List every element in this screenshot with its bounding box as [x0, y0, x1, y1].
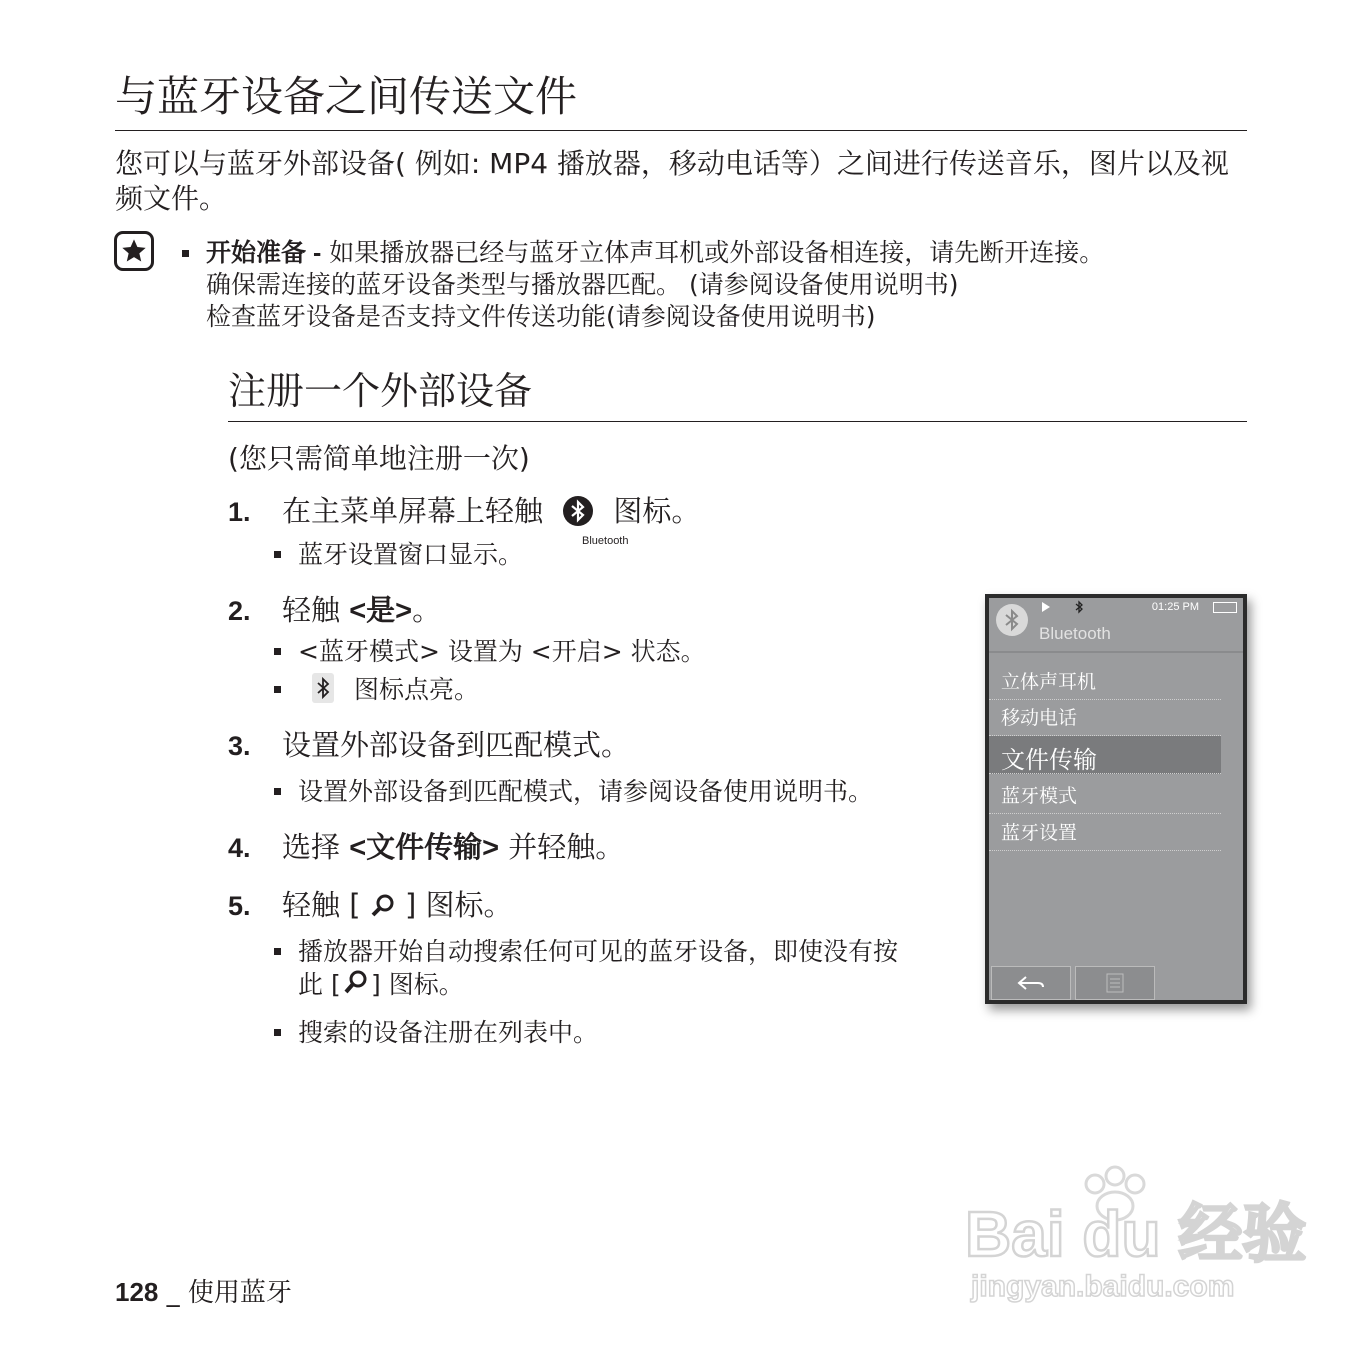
menu-item-stereo-headset[interactable]: 立体声耳机 — [989, 664, 1221, 700]
menu-button[interactable] — [1075, 966, 1155, 1000]
step-text: 在主菜单屏幕上轻触 — [282, 494, 553, 528]
bluetooth-icon — [562, 495, 594, 527]
star-note-icon — [114, 231, 154, 271]
step-number: 1. — [228, 497, 251, 527]
note-line-2: 确保需连接的蓝牙设备类型与播放器匹配。 (请参阅设备使用说明书) — [206, 270, 959, 299]
step-2: 2. 轻触 <是>。 — [228, 593, 442, 627]
search-icon — [344, 968, 368, 1004]
menu-item-bluetooth-mode[interactable]: 蓝牙模式 — [989, 778, 1221, 814]
step-text-end: 图标。 — [604, 494, 701, 528]
section-subtitle: (您只需简单地注册一次) — [228, 442, 530, 475]
search-icon — [370, 890, 396, 916]
section-divider — [228, 421, 1247, 422]
baidu-watermark — [965, 1158, 1307, 1313]
bullet-icon — [182, 250, 189, 257]
chapter-label: 使用蓝牙 — [187, 1278, 292, 1308]
page-footer: 128 _ 使用蓝牙 — [115, 1277, 292, 1308]
page-title: 与蓝牙设备之间传送文件 — [115, 72, 578, 121]
note-line-3: 检查蓝牙设备是否支持文件传送功能(请参阅设备使用说明书) — [206, 302, 876, 331]
watermark-url: jingyan.baidu.com — [971, 1270, 1235, 1303]
note-line-1: 如果播放器已经与蓝牙立体声耳机或外部设备相连接，请先断开连接。 — [321, 238, 1105, 267]
device-title: Bluetooth — [1039, 624, 1111, 643]
step-5: 5. 轻触 [ ] 图标。 — [228, 888, 513, 922]
page-number: 128 — [115, 1277, 159, 1307]
step-4: 4. 选择 <文件传输> 并轻触。 — [228, 830, 625, 864]
bluetooth-header-icon — [996, 604, 1028, 636]
battery-icon — [1213, 602, 1237, 613]
list-icon — [1106, 973, 1124, 993]
baidu-paw-logo — [965, 1158, 1307, 1308]
menu-item-file-transfer[interactable]: 文件传输 — [989, 736, 1221, 774]
device-clock: 01:25 PM — [1151, 601, 1199, 613]
back-button[interactable] — [991, 966, 1071, 1000]
play-icon — [1041, 602, 1051, 612]
note-block — [182, 237, 1104, 333]
note-lead: 开始准备 - — [206, 239, 322, 267]
device-header-divider — [989, 651, 1243, 653]
device-screen — [985, 594, 1247, 1004]
menu-item-mobile-phone[interactable]: 移动电话 — [989, 700, 1221, 736]
bluetooth-small-icon — [312, 673, 334, 711]
watermark-brand: Bai du 经验 — [965, 1198, 1307, 1270]
back-arrow-icon — [1016, 974, 1046, 992]
section-title: 注册一个外部设备 — [228, 369, 533, 413]
intro-paragraph: 您可以与蓝牙外部设备( 例如: MP4 播放器，移动电话等）之间进行传送音乐，图片以及视频文件。 — [115, 147, 1229, 215]
menu-item-bluetooth-settings[interactable]: 蓝牙设置 — [989, 815, 1221, 851]
bluetooth-status-icon — [1075, 601, 1083, 613]
title-divider — [115, 130, 1247, 131]
step-3: 3. 设置外部设备到匹配模式。 — [228, 728, 631, 762]
bluetooth-icon-caption: Bluetooth — [582, 535, 629, 547]
step-1 — [228, 492, 700, 531]
